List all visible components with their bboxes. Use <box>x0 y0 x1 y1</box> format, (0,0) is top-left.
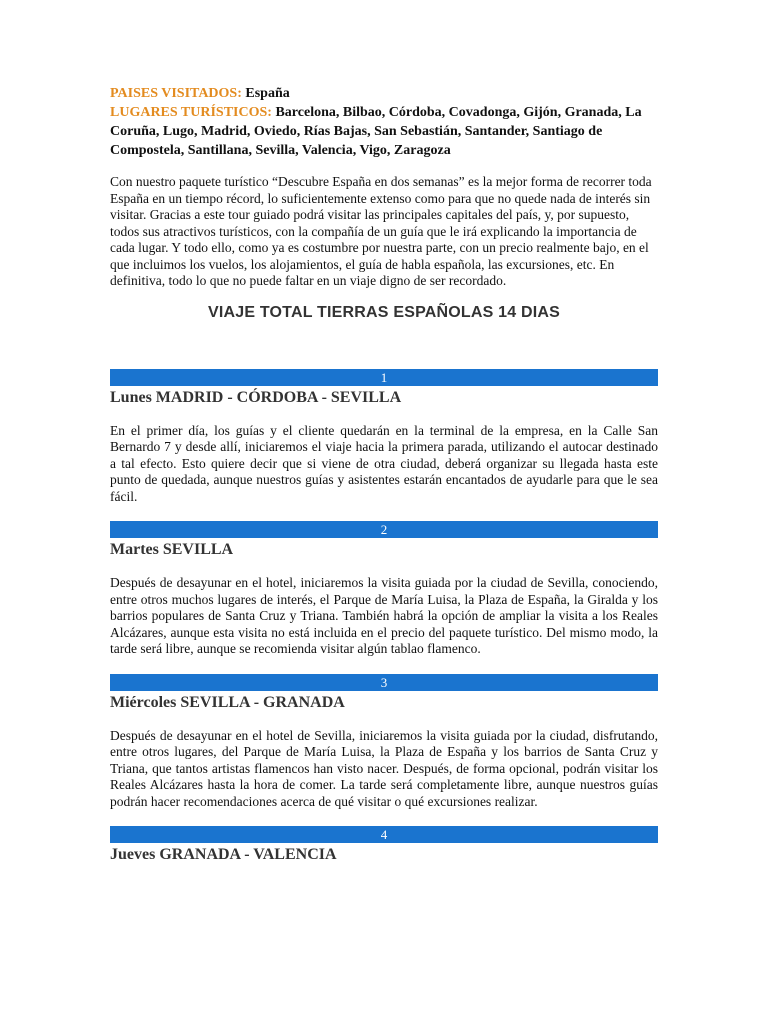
section-title: VIAJE TOTAL TIERRAS ESPAÑOLAS 14 DIAS <box>207 303 561 321</box>
day-number-bar: 4 <box>110 826 658 843</box>
day-title: Miércoles SEVILLA - GRANADA <box>110 693 345 711</box>
countries-label: PAISES VISITADOS: <box>110 86 242 101</box>
day-section <box>110 826 658 865</box>
day-title: Martes SEVILLA <box>110 541 234 558</box>
places-value: Barcelona, Bilbao, Córdoba, Covadonga, Gijón, Granada, La Coruña, Lugo, Madrid, Oviedo, Rías Bajas, San Sebastián, Santander, Santiago de Compostela, Santillana, Sevilla, Valencia, Vigo, Zaragoza <box>110 105 642 158</box>
day-number-bar: 1 <box>110 369 658 386</box>
day-section <box>110 674 658 811</box>
day-section <box>110 521 658 658</box>
day-section <box>110 369 658 506</box>
day-number-bar: 3 <box>110 674 658 691</box>
places-line <box>110 103 658 160</box>
intro-paragraph: Con nuestro paquete turístico “Descubre España en dos semanas” es la mejor forma de recorrer toda España en un tiempo récord, lo suficientemente extenso como para que no quede nada de interés sin visitar. Gracias a este tour guiado podrá visitar las principales capitales del país, y, por supuesto, todos sus atractivos turísticos, con la compañía de un guía que le irá explicando la importancia de cada lugar. Y todo ello, como ya es costumbre por nuestra parte, con un precio realmente bajo, en el que incluimos los vuelos, los alojamientos, el guía de habla española, las excursiones, etc. En definitiva, todo lo que no puede faltar en un viaje digno de ser recordado. <box>110 174 652 288</box>
day-title: Jueves GRANADA - VALENCIA <box>110 846 337 863</box>
document-page <box>110 84 658 881</box>
day-description: Después de desayunar en el hotel de Sevilla, iniciaremos la visita guiada por la ciudad, disfrutando, entre otros lugares, del Parque de María Luisa, la Plaza de España y los barrios de Santa Cruz y Triana, que tantos artistas flamencos han visto nacer. Después, de forma opcional, podrán visitar los Reales Alcázares hasta la hora de comer. La tarde será completamente libre, aunque nuestros guías podrán hacer recomendaciones acerca de qué visitar o qué excursiones realizar. <box>110 727 658 809</box>
day-number-bar: 2 <box>110 521 658 538</box>
day-list <box>110 369 658 866</box>
day-description: En el primer día, los guías y el cliente quedarán en la terminal de la empresa, en la Calle San Bernardo 7 y desde allí, iniciaremos el viaje hacia la primera parada, utilizando el autocar destinado a tal efecto. Esto quiere decir que si viene de otra ciudad, deberá organizar su llegada hasta este punto de quedada, aunque nuestros guías y asistentes estarán encantados de ayudarle para que le sea fácil. <box>110 422 658 504</box>
countries-value: España <box>245 86 290 101</box>
day-title: Lunes MADRID - CÓRDOBA - SEVILLA <box>110 388 402 406</box>
day-description: Después de desayunar en el hotel, iniciaremos la visita guiada por la ciudad de Sevilla, conociendo, entre otros muchos lugares de interés, el Parque de María Luisa, la Plaza de España, la Giralda y los barrios populares de Santa Cruz y Triana. También habrá la opción de ampliar la visita a los Reales Alcázares, aunque esta visita no está incluida en el precio del paquete turístico. Del mismo modo, la tarde será libre, aunque se recomienda visitar algún tablao flamenco. <box>110 575 658 656</box>
countries-line <box>110 84 658 103</box>
places-label: LUGARES TURÍSTICOS: <box>110 105 272 120</box>
